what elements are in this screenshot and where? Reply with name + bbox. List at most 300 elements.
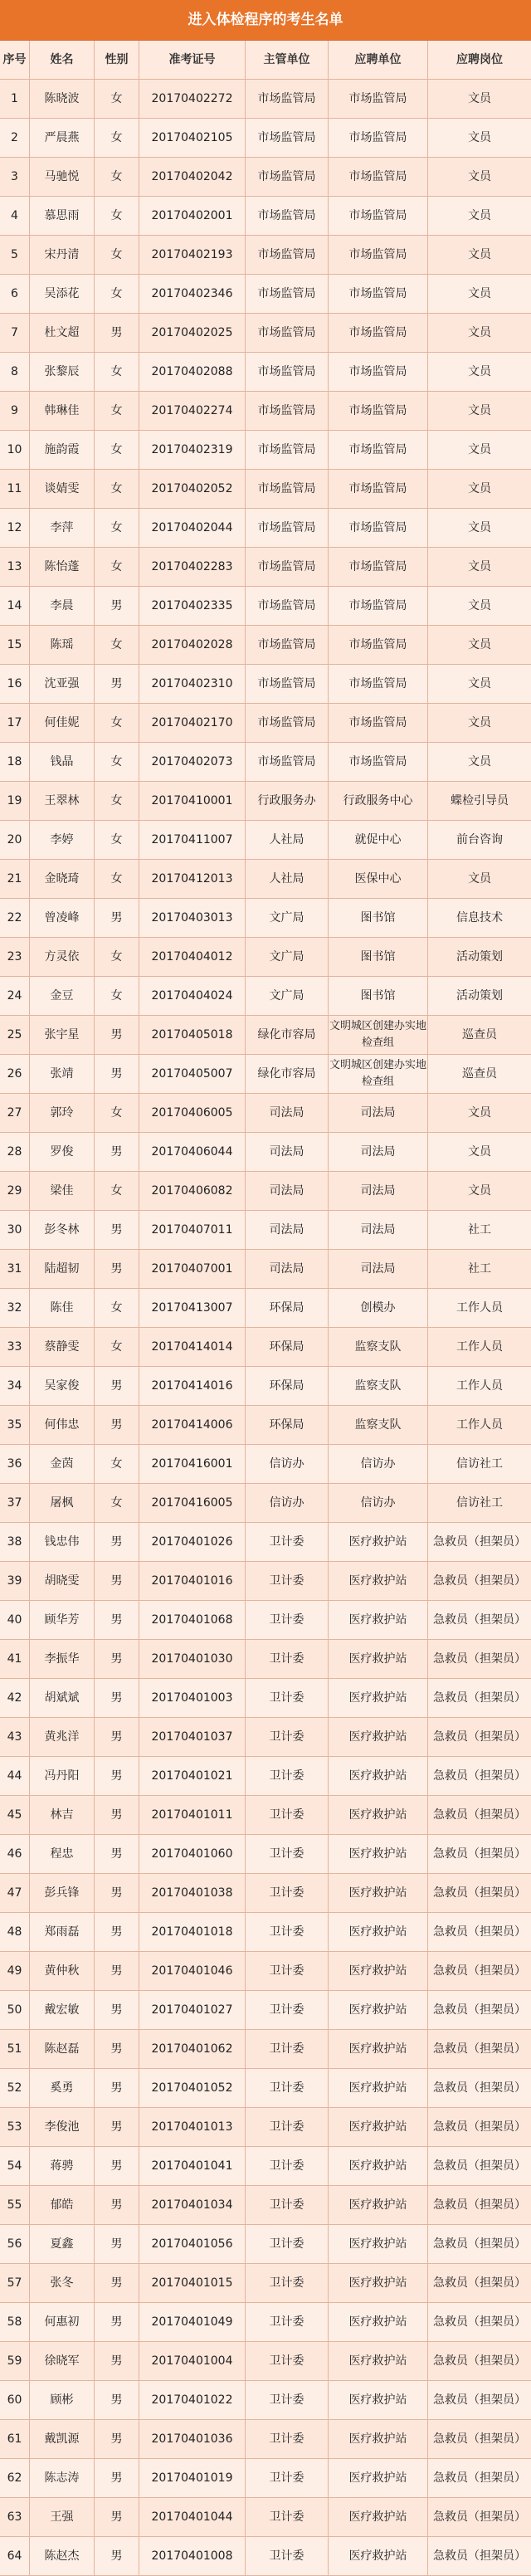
cell-name: 何惠初 xyxy=(30,2303,95,2341)
table-row xyxy=(0,1913,531,1952)
cell-exam-id: 20170405018 xyxy=(139,1016,246,1054)
cell-exam-id: 20170414016 xyxy=(139,1367,246,1405)
cell-index: 19 xyxy=(0,782,30,820)
cell-hiring-unit: 创模办 xyxy=(329,1289,428,1327)
table-row xyxy=(0,236,531,275)
cell-supervising-unit: 绿化市容局 xyxy=(246,1016,329,1054)
cell-hiring-unit: 医疗救护站 xyxy=(329,1523,428,1561)
page-title: 进入体检程序的考生名单 xyxy=(0,0,531,41)
cell-exam-id: 20170401026 xyxy=(139,1523,246,1561)
cell-index: 17 xyxy=(0,704,30,742)
cell-supervising-unit: 信访办 xyxy=(246,1445,329,1483)
cell-hiring-unit: 医疗救护站 xyxy=(329,2225,428,2263)
cell-position: 文员 xyxy=(468,638,491,651)
cell-supervising-unit: 市场监管局 xyxy=(246,80,329,118)
cell-exam-id: 20170402319 xyxy=(139,431,246,469)
cell-gender: 男 xyxy=(95,587,139,625)
cell-gender: 男 xyxy=(95,2225,139,2263)
cell-gender: 男 xyxy=(95,665,139,703)
cell-index: 37 xyxy=(0,1484,30,1522)
cell-supervising-unit: 司法局 xyxy=(246,1094,329,1132)
table-row xyxy=(0,119,531,158)
cell-position: 急救员（担架员） xyxy=(433,1613,526,1627)
table-row xyxy=(0,2030,531,2069)
cell-exam-id: 20170404024 xyxy=(139,977,246,1015)
cell-gender: 男 xyxy=(95,1367,139,1405)
cell-name: 顾彬 xyxy=(30,2381,95,2419)
cell-exam-id: 20170407011 xyxy=(139,1211,246,1249)
cell-supervising-unit: 文广局 xyxy=(246,899,329,937)
cell-name: 奚勇 xyxy=(30,2069,95,2107)
cell-supervising-unit: 卫计委 xyxy=(246,1952,329,1990)
cell-gender: 男 xyxy=(95,1133,139,1171)
cell-position: 急救员（担架员） xyxy=(433,2120,526,2134)
cell-gender: 女 xyxy=(95,821,139,859)
cell-position: 工作人员 xyxy=(456,1418,503,1432)
cell-gender: 女 xyxy=(95,548,139,586)
cell-position: 急救员（担架员） xyxy=(433,2549,526,2563)
cell-name: 张靖 xyxy=(30,1055,95,1093)
cell-name: 方灵依 xyxy=(30,938,95,976)
cell-supervising-unit: 市场监管局 xyxy=(246,314,329,352)
cell-index: 32 xyxy=(0,1289,30,1327)
cell-supervising-unit: 卫计委 xyxy=(246,1757,329,1795)
cell-supervising-unit: 绿化市容局 xyxy=(246,1055,329,1093)
cell-position: 急救员（担架员） xyxy=(433,1535,526,1549)
cell-position: 文员 xyxy=(468,209,491,222)
cell-exam-id: 20170401056 xyxy=(139,2225,246,2263)
cell-position: 文员 xyxy=(468,677,491,690)
cell-gender: 男 xyxy=(95,1523,139,1561)
table-row xyxy=(0,899,531,938)
table-row xyxy=(0,2147,531,2186)
cell-name: 陆超韧 xyxy=(30,1250,95,1288)
cell-exam-id: 20170402028 xyxy=(139,626,246,664)
cell-exam-id: 20170401060 xyxy=(139,1835,246,1873)
cell-hiring-unit: 就促中心 xyxy=(329,821,428,859)
cell-supervising-unit: 卫计委 xyxy=(246,2225,329,2263)
cell-name: 李萍 xyxy=(30,509,95,547)
cell-name: 戴凯源 xyxy=(30,2420,95,2458)
cell-supervising-unit: 人社局 xyxy=(246,860,329,898)
cell-supervising-unit: 司法局 xyxy=(246,1172,329,1210)
cell-name: 陈志涛 xyxy=(30,2459,95,2497)
cell-exam-id: 20170402088 xyxy=(139,353,246,391)
cell-name: 王强 xyxy=(30,2498,95,2536)
cell-exam-id: 20170401018 xyxy=(139,1913,246,1951)
table-row xyxy=(0,197,531,236)
cell-gender: 女 xyxy=(95,704,139,742)
cell-exam-id: 20170401038 xyxy=(139,1874,246,1912)
cell-name: 徐晓军 xyxy=(30,2342,95,2380)
cell-name: 金豆 xyxy=(30,977,95,1015)
cell-supervising-unit: 卫计委 xyxy=(246,2069,329,2107)
cell-position: 急救员（担架员） xyxy=(433,2315,526,2329)
table-row xyxy=(0,704,531,743)
cell-gender: 女 xyxy=(95,626,139,664)
table-row xyxy=(0,158,531,197)
cell-index: 57 xyxy=(0,2264,30,2302)
cell-position: 急救员（担架员） xyxy=(433,1886,526,1900)
cell-name: 钱晶 xyxy=(30,743,95,781)
cell-exam-id: 20170401049 xyxy=(139,2303,246,2341)
cell-gender: 男 xyxy=(95,1250,139,1288)
cell-gender: 男 xyxy=(95,2186,139,2224)
cell-hiring-unit: 医疗救护站 xyxy=(329,2030,428,2068)
cell-gender: 女 xyxy=(95,1484,139,1522)
cell-exam-id: 20170410001 xyxy=(139,782,246,820)
cell-name: 韩琳佳 xyxy=(30,392,95,430)
cell-hiring-unit: 市场监管局 xyxy=(329,548,428,586)
cell-index: 28 xyxy=(0,1133,30,1171)
cell-exam-id: 20170404012 xyxy=(139,938,246,976)
cell-name: 陈赵杰 xyxy=(30,2537,95,2575)
cell-index: 54 xyxy=(0,2147,30,2185)
cell-supervising-unit: 市场监管局 xyxy=(246,353,329,391)
cell-gender: 男 xyxy=(95,1406,139,1444)
cell-position: 急救员（担架员） xyxy=(433,2354,526,2368)
cell-position: 急救员（担架员） xyxy=(433,2159,526,2173)
cell-position: 活动策划 xyxy=(456,950,503,964)
cell-supervising-unit: 市场监管局 xyxy=(246,626,329,664)
cell-hiring-unit: 医疗救护站 xyxy=(329,1679,428,1717)
cell-position: 信访社工 xyxy=(456,1457,503,1471)
cell-hiring-unit: 市场监管局 xyxy=(329,587,428,625)
cell-exam-id: 20170402310 xyxy=(139,665,246,703)
cell-gender: 男 xyxy=(95,2420,139,2458)
cell-exam-id: 20170413007 xyxy=(139,1289,246,1327)
cell-name: 屠枫 xyxy=(30,1484,95,1522)
cell-position: 文员 xyxy=(468,443,491,456)
cell-index: 7 xyxy=(0,314,30,352)
header-hiring-unit: 应聘单位 xyxy=(329,41,428,79)
cell-gender: 男 xyxy=(95,2108,139,2146)
cell-index: 23 xyxy=(0,938,30,976)
cell-index: 14 xyxy=(0,587,30,625)
cell-hiring-unit: 司法局 xyxy=(329,1211,428,1249)
cell-position: 急救员（担架员） xyxy=(433,1652,526,1666)
cell-exam-id: 20170401022 xyxy=(139,2381,246,2419)
cell-gender: 男 xyxy=(95,899,139,937)
table-row xyxy=(0,2303,531,2342)
table-row xyxy=(0,2186,531,2225)
cell-name: 李晨 xyxy=(30,587,95,625)
table-row xyxy=(0,860,531,899)
cell-index: 50 xyxy=(0,1991,30,2029)
table-row xyxy=(0,2264,531,2303)
table-row xyxy=(0,1523,531,1562)
cell-hiring-unit: 医疗救护站 xyxy=(329,1640,428,1678)
cell-exam-id: 20170401015 xyxy=(139,2264,246,2302)
cell-index: 40 xyxy=(0,1601,30,1639)
cell-position: 前台咨询 xyxy=(456,833,503,846)
cell-supervising-unit: 卫计委 xyxy=(246,1991,329,2029)
cell-hiring-unit: 医疗救护站 xyxy=(329,1991,428,2029)
cell-position: 急救员（担架员） xyxy=(433,2237,526,2251)
table-row xyxy=(0,509,531,548)
cell-hiring-unit: 市场监管局 xyxy=(329,236,428,274)
cell-supervising-unit: 卫计委 xyxy=(246,1601,329,1639)
cell-exam-id: 20170402025 xyxy=(139,314,246,352)
cell-position: 文员 xyxy=(468,404,491,417)
cell-name: 郁皓 xyxy=(30,2186,95,2224)
table-row xyxy=(0,1952,531,1991)
cell-index: 27 xyxy=(0,1094,30,1132)
cell-gender: 男 xyxy=(95,1913,139,1951)
table-row xyxy=(0,1367,531,1406)
cell-position: 巡查员 xyxy=(462,1028,497,1042)
cell-position: 急救员（担架员） xyxy=(433,2432,526,2446)
cell-supervising-unit: 卫计委 xyxy=(246,1913,329,1951)
cell-index: 5 xyxy=(0,236,30,274)
cell-exam-id: 20170401044 xyxy=(139,2498,246,2536)
cell-gender: 女 xyxy=(95,470,139,508)
cell-name: 陈赵磊 xyxy=(30,2030,95,2068)
table-row xyxy=(0,1484,531,1523)
cell-supervising-unit: 卫计委 xyxy=(246,2108,329,2146)
cell-name: 谈婧雯 xyxy=(30,470,95,508)
table-row xyxy=(0,1211,531,1250)
table-body xyxy=(0,80,531,2576)
cell-gender: 男 xyxy=(95,1835,139,1873)
cell-index: 21 xyxy=(0,860,30,898)
cell-gender: 女 xyxy=(95,1328,139,1366)
table-row xyxy=(0,1796,531,1835)
cell-index: 46 xyxy=(0,1835,30,1873)
table-row xyxy=(0,1406,531,1445)
cell-index: 8 xyxy=(0,353,30,391)
table-row xyxy=(0,275,531,314)
cell-index: 16 xyxy=(0,665,30,703)
cell-position: 工作人员 xyxy=(456,1301,503,1315)
cell-index: 38 xyxy=(0,1523,30,1561)
cell-gender: 男 xyxy=(95,1718,139,1756)
cell-exam-id: 20170401068 xyxy=(139,1601,246,1639)
cell-exam-id: 20170412013 xyxy=(139,860,246,898)
cell-position: 文员 xyxy=(468,1184,491,1198)
cell-supervising-unit: 市场监管局 xyxy=(246,197,329,235)
cell-hiring-unit: 医疗救护站 xyxy=(329,1913,428,1951)
table-row xyxy=(0,1835,531,1874)
cell-exam-id: 20170401027 xyxy=(139,1991,246,2029)
cell-gender: 女 xyxy=(95,119,139,157)
cell-name: 彭冬林 xyxy=(30,1211,95,1249)
cell-position: 文员 xyxy=(468,1106,491,1120)
cell-hiring-unit: 图书馆 xyxy=(329,899,428,937)
cell-position: 文员 xyxy=(468,248,491,261)
cell-index: 59 xyxy=(0,2342,30,2380)
cell-index: 63 xyxy=(0,2498,30,2536)
cell-position: 文员 xyxy=(468,92,491,105)
cell-exam-id: 20170402042 xyxy=(139,158,246,196)
cell-gender: 女 xyxy=(95,938,139,976)
cell-position: 文员 xyxy=(468,326,491,339)
cell-index: 62 xyxy=(0,2459,30,2497)
cell-hiring-unit: 司法局 xyxy=(329,1172,428,1210)
cell-exam-id: 20170401008 xyxy=(139,2537,246,2575)
cell-hiring-unit: 司法局 xyxy=(329,1133,428,1171)
cell-supervising-unit: 卫计委 xyxy=(246,2459,329,2497)
cell-supervising-unit: 卫计委 xyxy=(246,1523,329,1561)
cell-name: 林吉 xyxy=(30,1796,95,1834)
cell-exam-id: 20170402274 xyxy=(139,392,246,430)
cell-gender: 女 xyxy=(95,1094,139,1132)
cell-position: 急救员（担架员） xyxy=(433,2393,526,2407)
table-row xyxy=(0,1055,531,1094)
cell-hiring-unit: 司法局 xyxy=(329,1094,428,1132)
cell-position: 急救员（担架员） xyxy=(433,1964,526,1978)
cell-hiring-unit: 医疗救护站 xyxy=(329,2459,428,2497)
cell-hiring-unit: 图书馆 xyxy=(329,977,428,1015)
cell-name: 杜文超 xyxy=(30,314,95,352)
cell-hiring-unit: 市场监管局 xyxy=(329,665,428,703)
cell-hiring-unit: 文明城区创建办实地检查组 xyxy=(329,1055,428,1093)
cell-exam-id: 20170402052 xyxy=(139,470,246,508)
cell-index: 61 xyxy=(0,2420,30,2458)
cell-name: 黄仲秋 xyxy=(30,1952,95,1990)
cell-supervising-unit: 卫计委 xyxy=(246,1640,329,1678)
cell-supervising-unit: 卫计委 xyxy=(246,2342,329,2380)
cell-hiring-unit: 医疗救护站 xyxy=(329,1601,428,1639)
cell-supervising-unit: 环保局 xyxy=(246,1289,329,1327)
cell-name: 张黎辰 xyxy=(30,353,95,391)
cell-gender: 女 xyxy=(95,860,139,898)
cell-index: 26 xyxy=(0,1055,30,1093)
cell-gender: 女 xyxy=(95,392,139,430)
cell-index: 42 xyxy=(0,1679,30,1717)
table-row xyxy=(0,1757,531,1796)
cell-position: 文员 xyxy=(468,170,491,183)
table-header xyxy=(0,41,531,80)
cell-name: 金晓琦 xyxy=(30,860,95,898)
cell-hiring-unit: 医疗救护站 xyxy=(329,2537,428,2575)
table-row xyxy=(0,1172,531,1211)
cell-name: 吴添花 xyxy=(30,275,95,313)
cell-position: 急救员（担架员） xyxy=(433,2081,526,2095)
cell-hiring-unit: 市场监管局 xyxy=(329,431,428,469)
cell-position: 急救员（担架员） xyxy=(433,1691,526,1705)
cell-position: 文员 xyxy=(468,599,491,612)
cell-hiring-unit: 图书馆 xyxy=(329,938,428,976)
table-row xyxy=(0,314,531,353)
cell-exam-id: 20170401041 xyxy=(139,2147,246,2185)
cell-position: 文员 xyxy=(468,872,491,886)
cell-gender: 女 xyxy=(95,197,139,235)
cell-name: 施韵霞 xyxy=(30,431,95,469)
table-row xyxy=(0,1562,531,1601)
cell-index: 45 xyxy=(0,1796,30,1834)
cell-index: 20 xyxy=(0,821,30,859)
cell-exam-id: 20170401037 xyxy=(139,1718,246,1756)
cell-index: 9 xyxy=(0,392,30,430)
cell-index: 43 xyxy=(0,1718,30,1756)
cell-supervising-unit: 卫计委 xyxy=(246,1874,329,1912)
cell-name: 胡晓雯 xyxy=(30,1562,95,1600)
cell-gender: 女 xyxy=(95,1445,139,1483)
cell-supervising-unit: 卫计委 xyxy=(246,2186,329,2224)
table-row xyxy=(0,353,531,392)
cell-supervising-unit: 人社局 xyxy=(246,821,329,859)
cell-name: 蔡静雯 xyxy=(30,1328,95,1366)
cell-position: 急救员（担架员） xyxy=(433,2276,526,2290)
cell-supervising-unit: 卫计委 xyxy=(246,2420,329,2458)
table-row xyxy=(0,2537,531,2576)
cell-hiring-unit: 医疗救护站 xyxy=(329,2420,428,2458)
cell-supervising-unit: 市场监管局 xyxy=(246,236,329,274)
cell-exam-id: 20170406082 xyxy=(139,1172,246,1210)
cell-hiring-unit: 监察支队 xyxy=(329,1328,428,1366)
cell-index: 3 xyxy=(0,158,30,196)
cell-position: 急救员（担架员） xyxy=(433,1730,526,1744)
cell-hiring-unit: 医疗救护站 xyxy=(329,2303,428,2341)
cell-name: 胡斌斌 xyxy=(30,1679,95,1717)
cell-gender: 男 xyxy=(95,2264,139,2302)
cell-supervising-unit: 司法局 xyxy=(246,1211,329,1249)
cell-exam-id: 20170406005 xyxy=(139,1094,246,1132)
cell-index: 53 xyxy=(0,2108,30,2146)
cell-exam-id: 20170416001 xyxy=(139,1445,246,1483)
cell-position: 文员 xyxy=(468,755,491,768)
cell-gender: 男 xyxy=(95,1016,139,1054)
cell-gender: 男 xyxy=(95,1952,139,1990)
cell-gender: 男 xyxy=(95,1679,139,1717)
cell-gender: 女 xyxy=(95,1172,139,1210)
cell-exam-id: 20170402335 xyxy=(139,587,246,625)
cell-gender: 男 xyxy=(95,2069,139,2107)
cell-hiring-unit: 医疗救护站 xyxy=(329,2498,428,2536)
cell-exam-id: 20170401030 xyxy=(139,1640,246,1678)
cell-supervising-unit: 卫计委 xyxy=(246,1718,329,1756)
cell-index: 24 xyxy=(0,977,30,1015)
cell-position: 急救员（担架员） xyxy=(433,1574,526,1588)
cell-exam-id: 20170401013 xyxy=(139,2108,246,2146)
cell-index: 13 xyxy=(0,548,30,586)
cell-name: 慕思雨 xyxy=(30,197,95,235)
cell-name: 李振华 xyxy=(30,1640,95,1678)
cell-exam-id: 20170411007 xyxy=(139,821,246,859)
table-row xyxy=(0,1250,531,1289)
cell-index: 60 xyxy=(0,2381,30,2419)
cell-supervising-unit: 司法局 xyxy=(246,1250,329,1288)
cell-supervising-unit: 市场监管局 xyxy=(246,548,329,586)
cell-supervising-unit: 卫计委 xyxy=(246,2303,329,2341)
cell-gender: 男 xyxy=(95,2459,139,2497)
table-row xyxy=(0,80,531,119)
cell-supervising-unit: 市场监管局 xyxy=(246,392,329,430)
cell-hiring-unit: 市场监管局 xyxy=(329,275,428,313)
cell-hiring-unit: 市场监管局 xyxy=(329,80,428,118)
cell-name: 张宇星 xyxy=(30,1016,95,1054)
cell-name: 陈晓波 xyxy=(30,80,95,118)
table-row xyxy=(0,977,531,1016)
cell-position: 文员 xyxy=(468,482,491,495)
cell-supervising-unit: 卫计委 xyxy=(246,2147,329,2185)
table-row xyxy=(0,1601,531,1640)
cell-exam-id: 20170406044 xyxy=(139,1133,246,1171)
cell-exam-id: 20170402193 xyxy=(139,236,246,274)
cell-index: 56 xyxy=(0,2225,30,2263)
cell-supervising-unit: 卫计委 xyxy=(246,2537,329,2575)
cell-gender: 女 xyxy=(95,977,139,1015)
cell-exam-id: 20170401046 xyxy=(139,1952,246,1990)
cell-supervising-unit: 环保局 xyxy=(246,1367,329,1405)
cell-exam-id: 20170401019 xyxy=(139,2459,246,2497)
cell-hiring-unit: 市场监管局 xyxy=(329,626,428,664)
cell-index: 25 xyxy=(0,1016,30,1054)
cell-index: 58 xyxy=(0,2303,30,2341)
cell-position: 巡查员 xyxy=(462,1067,497,1081)
cell-hiring-unit: 医疗救护站 xyxy=(329,1562,428,1600)
